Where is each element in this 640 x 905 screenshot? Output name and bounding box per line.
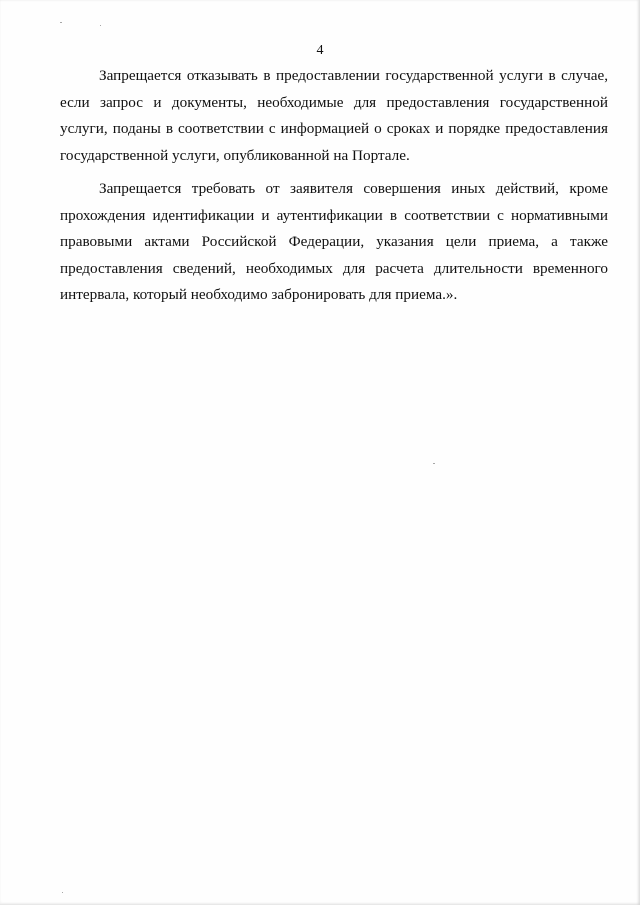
scan-speck [60, 22, 62, 23]
scan-speck [100, 25, 101, 26]
paragraph-refusal-prohibition: Запрещается отказывать в предоставлении государственной услуги в случае, если запрос и документы, необходимые для предоставления государственной услуги, поданы в соответствии с информацией о сроках и порядке предоставления государственной услуги, опубликованной на Портале. [60, 67, 608, 164]
page-number: 4 [316, 43, 324, 58]
paragraph-additional-actions-prohibition: Запрещается требовать от заявителя совершения иных действий, кроме прохождения идентификации и аутентификации в соответствии с нормативными правовыми актами Российской Федерации, указания цели приема, а также предоставления сведений, необходимых для расчета длительности временного интервала, который необходимо забронировать для приема.». [60, 180, 608, 303]
document-body [60, 63, 608, 316]
scan-speck [62, 892, 63, 893]
scan-speck [433, 463, 435, 464]
